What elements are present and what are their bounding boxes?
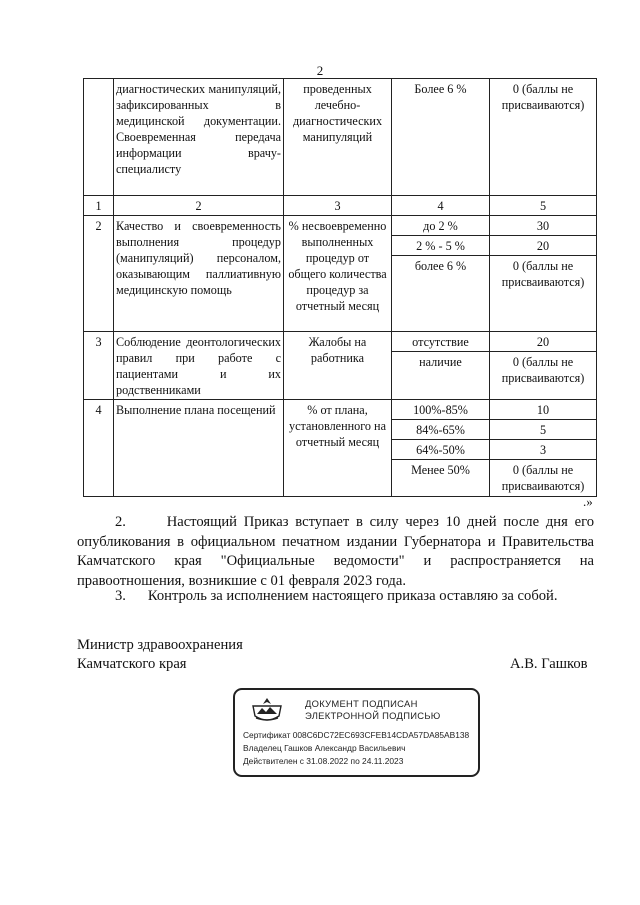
coat-of-arms-icon: [249, 696, 285, 724]
points-item: 10: [536, 403, 550, 417]
row-number: 3: [84, 332, 114, 400]
value-item: 64%-50%: [392, 439, 489, 459]
closing-quote: .»: [583, 494, 593, 509]
points-item: 20: [490, 235, 596, 255]
table-row: [84, 400, 597, 497]
paragraph-control: 3. Контроль за исполнением настоящего приказа оставляю за собой.: [115, 588, 558, 604]
row-number: 4: [84, 400, 114, 497]
points-item: 30: [536, 219, 550, 233]
table-cell: диагностических манипуляций, зафиксированных в медицинской документации. Своевременная передача информации врачу-специалисту: [114, 79, 284, 196]
stamp-subtitle: ЭЛЕКТРОННОЙ ПОДПИСЬЮ: [305, 710, 441, 721]
value-item: 84%-65%: [392, 419, 489, 439]
table-cell: Более 6 %: [392, 79, 490, 196]
points-item: 3: [490, 439, 596, 459]
points-item: 0 (баллы не присваиваются): [490, 459, 596, 495]
table-cell: 0 (баллы не присваиваются): [490, 79, 597, 196]
paragraph-effective-date: 2. Настоящий Приказ вступает в силу через 10 дней после дня его опубликования в официальном печатном издании Губернатора и Правительства Камчатского края "Официальные ведомости" и распространяется на правоотношения, возникшие с 01 февраля 2023 года.: [77, 514, 594, 589]
points-cell: [490, 216, 597, 332]
value-item: отсутствие: [412, 335, 469, 349]
table-cell: Качество и своевременность выполнения процедур (манипуляций) персоналом, оказывающим паллиативную медицинскую помощь: [114, 216, 284, 332]
electronic-signature-stamp: [233, 688, 480, 777]
value-item: наличие: [392, 351, 489, 371]
row-number: 2: [84, 216, 114, 332]
signer-name: А.В. Гашков: [510, 656, 588, 672]
value-item: более 6 %: [392, 255, 489, 275]
page-number: 2: [316, 63, 324, 78]
table-cell: % несвоевременно выполненных процедур от общего количества процедур за отчетный месяц: [284, 216, 392, 332]
values-cell: [392, 216, 490, 332]
value-item: 2 % - 5 %: [392, 235, 489, 255]
table-row: [84, 216, 597, 332]
criteria-table: [83, 78, 597, 497]
value-item: 100%-85%: [413, 403, 468, 417]
table-cell: Жалобы на работника: [284, 332, 392, 400]
column-header: 2: [114, 196, 284, 216]
points-item: 0 (баллы не присваиваются): [490, 351, 596, 387]
column-header: 4: [392, 196, 490, 216]
table-row: [84, 332, 597, 400]
column-header: 1: [84, 196, 114, 216]
value-item: Менее 50%: [392, 459, 489, 479]
table-cell: % от плана, установленного на отчетный месяц: [284, 400, 392, 497]
column-header: 5: [490, 196, 597, 216]
table-cell: проведенных лечебно-диагностических манипуляций: [284, 79, 392, 196]
column-header: 3: [284, 196, 392, 216]
points-item: 5: [490, 419, 596, 439]
stamp-title: ДОКУМЕНТ ПОДПИСАН: [305, 698, 418, 709]
table-cell: Соблюдение деонтологических правил при работе с пациентами и их родственниками: [114, 332, 284, 400]
signer-position: Министр здравоохранения: [77, 637, 243, 653]
points-item: 20: [536, 335, 550, 349]
signer-region: Камчатского края: [77, 656, 187, 672]
stamp-certificate: Сертификат 008C6DC72EC693CFEB14CDA57DA85AB138: [243, 730, 470, 740]
stamp-validity: Действителен с 31.08.2022 по 24.11.2023: [243, 756, 404, 766]
points-cell: [490, 332, 597, 400]
stamp-owner: Владелец Гашков Александр Васильевич: [243, 743, 406, 753]
table-header-row: [84, 196, 597, 216]
values-cell: [392, 400, 490, 497]
value-item: до 2 %: [423, 219, 458, 233]
table-cell: Выполнение плана посещений: [114, 400, 284, 497]
points-cell: [490, 400, 597, 497]
table-row: [84, 79, 597, 196]
points-item: 0 (баллы не присваиваются): [490, 255, 596, 291]
values-cell: [392, 332, 490, 400]
